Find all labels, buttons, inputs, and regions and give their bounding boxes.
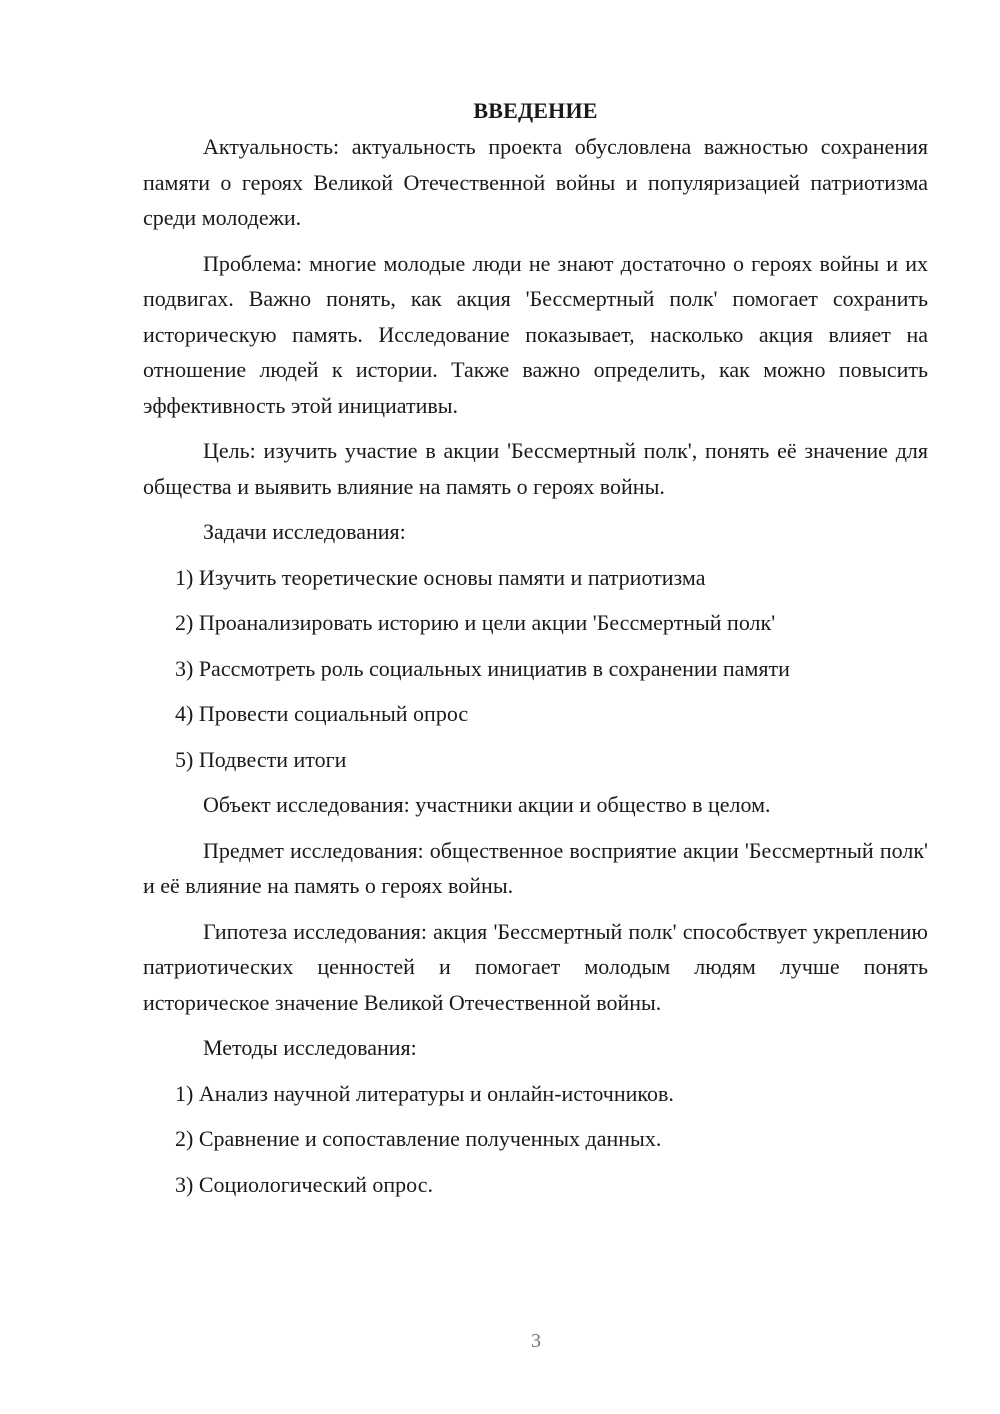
- task-item: 1) Изучить теоретические основы памяти и патриотизма: [175, 564, 706, 590]
- object-paragraph: Объект исследования: участники акции и общество в целом.: [203, 792, 771, 817]
- methods-heading: Методы исследования:: [203, 1035, 417, 1060]
- tasks-heading: Задачи исследования:: [203, 519, 406, 544]
- hypothesis-paragraph: Гипотеза исследования: акция 'Бессмертный полк' способствует укреплению патриотических ценностей и помогает молодым людям лучше понять историческое значение Великой Отечественной войны.: [143, 918, 928, 1015]
- method-item: 2) Сравнение и сопоставление полученных данных.: [175, 1126, 662, 1151]
- section-title: ВВЕДЕНИЕ: [473, 98, 598, 123]
- page-number: 3: [531, 1330, 541, 1352]
- problem-paragraph: Проблема: многие молодые люди не знают достаточно о героях войны и их подвигах. Важно понять, как акция 'Бессмертный полк' помогает сохранить историческую память. Исследование показывает, насколько акция влияет на отношение людей к истории. Также важно определить, как можно повысить эффективность этой инициативы.: [143, 250, 928, 418]
- page-content: [143, 93, 928, 1212]
- task-item: 4) Провести социальный опрос: [175, 701, 469, 726]
- method-item: 1) Анализ научной литературы и онлайн-источников.: [175, 1080, 674, 1106]
- goal-paragraph: Цель: изучить участие в акции 'Бессмертный полк', понять её значение для общества и выявить влияние на память о героях войны.: [143, 438, 928, 499]
- task-item: 5) Подвести итоги: [175, 746, 347, 772]
- method-item: 3) Социологический опрос.: [175, 1171, 433, 1197]
- subject-paragraph: Предмет исследования: общественное восприятие акции 'Бессмертный полк' и её влияние на память о героях войны.: [143, 837, 928, 898]
- relevance-paragraph: Актуальность: актуальность проекта обусловлена важностью сохранения памяти о героях Великой Отечественной войны и популяризацией патриотизма среди молодежи.: [143, 134, 928, 230]
- task-item: 3) Рассмотреть роль социальных инициатив в сохранении памяти: [175, 655, 790, 681]
- task-item: 2) Проанализировать историю и цели акции 'Бессмертный полк': [175, 610, 776, 635]
